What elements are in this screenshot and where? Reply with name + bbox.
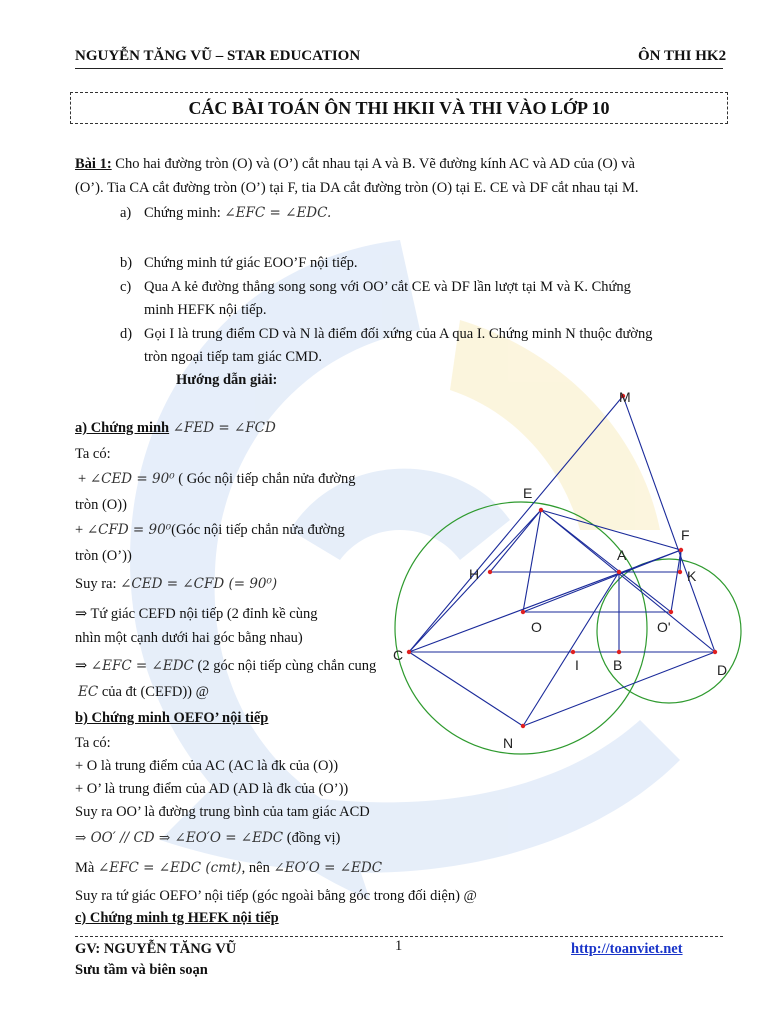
problem-text-1: Cho hai đường tròn (O) và (O’) cắt nhau tại A và B. Vẽ đường kính AC và AD của (O) và — [111, 156, 635, 172]
point-F — [679, 548, 683, 552]
label-D: D — [717, 662, 728, 678]
point-O — [521, 610, 525, 614]
sol-b-5-ma: Mà — [75, 860, 95, 876]
plus-1: + — [78, 471, 87, 487]
guide-heading: Hướng dẫn giải: — [176, 372, 278, 388]
footer-subtitle: Sưu tầm và biên soạn — [75, 962, 208, 978]
taco-2: Ta có: — [75, 735, 111, 751]
geometry-figure — [395, 380, 755, 760]
sol-b-5-math2: ∠EO′O = ∠EDC — [273, 860, 383, 876]
sol-line-2b: tròn (O’)) — [75, 548, 132, 564]
point-K — [678, 570, 682, 574]
sol-line-4-math: ∠EFC = ∠EDC — [90, 658, 194, 674]
part-a-statement: Chứng minh: — [144, 205, 221, 221]
segment-AN — [523, 572, 619, 726]
solution-a-math: ∠FED = ∠FCD — [172, 420, 276, 436]
label-O': O' — [657, 619, 671, 635]
label-E: E — [523, 485, 533, 501]
sol-line-4 — [75, 658, 376, 675]
part-c-text-1: Qua A kẻ đường thẳng song song với OO’ cắt CE và DF lần lượt tại M và K. Chứng — [144, 279, 631, 295]
label-A: A — [617, 547, 627, 563]
part-b-text: Chứng minh tứ giác EOO’F nội tiếp. — [144, 255, 358, 271]
sol-line-2-text: (Góc nội tiếp chắn nửa đường — [171, 522, 345, 538]
sol-b-4-text: (đồng vị) — [283, 830, 341, 846]
sol-b-1: + O là trung điểm của AC (AC là đk của (O)) — [75, 758, 339, 774]
part-a-label: a) — [120, 205, 132, 221]
plus-2: + — [75, 522, 84, 538]
segment-MD — [623, 396, 715, 652]
arc-ec-math: EC — [78, 684, 99, 700]
taco-1: Ta có: — [75, 446, 111, 462]
footer-link[interactable]: http://toanviet.net — [571, 941, 683, 957]
part-b-label: b) — [120, 255, 133, 271]
suyra-1-math: ∠CED = ∠CFD (= 90⁰) — [120, 576, 278, 592]
segment-EF — [541, 510, 681, 550]
sol-line-3 — [75, 606, 317, 623]
sol-b-5-math: ∠EFC = ∠EDC (cmt) — [97, 860, 242, 876]
header-right: ÔN THI HK2 — [638, 48, 727, 64]
sol-line-3-text: Tứ giác CEFD nội tiếp (2 đỉnh kề cùng — [87, 606, 318, 622]
problem-line-2: (O’). Tia CA cắt đường tròn (O’) tại F, tia DA cắt đường tròn (O) tại E. CE và DF cắt nhau tại M. — [75, 180, 639, 196]
sol-b-3: Suy ra OO’ là đường trung bình của tam giác ACD — [75, 804, 370, 820]
page-number: 1 — [395, 938, 403, 954]
part-c-label: c) — [120, 279, 132, 295]
sol-line-1b: tròn (O)) — [75, 497, 127, 513]
label-N: N — [503, 735, 514, 751]
circle-o — [395, 502, 647, 754]
point-N — [521, 724, 525, 728]
label-B: B — [613, 657, 623, 673]
sol-b-5-nen: , nên — [241, 860, 270, 876]
segment-EO — [523, 510, 541, 612]
sol-b-6: Suy ra tứ giác OEFO’ nội tiếp (góc ngoài bằng góc trong đối diện) @ — [75, 888, 477, 904]
part-c-text-2: minh HEFK nội tiếp. — [144, 302, 267, 318]
label-M: M — [619, 389, 631, 405]
point-B — [617, 650, 621, 654]
sol-line-3b: nhìn một cạnh dưới hai góc bằng nhau) — [75, 630, 303, 646]
implies-icon: ⇒ — [75, 606, 88, 622]
problem-label: Bài 1: — [75, 156, 112, 172]
solution-b-heading: b) Chứng minh OEFO’ nội tiếp — [75, 710, 269, 726]
suyra-1 — [75, 576, 277, 593]
sol-line-4b-text: của đt (CEFD)) @ — [98, 684, 209, 700]
label-I: I — [575, 657, 579, 673]
part-d-text-2: tròn ngoại tiếp tam giác CMD. — [144, 349, 322, 365]
label-H: H — [469, 566, 480, 582]
segment-HE — [490, 510, 541, 572]
implies-icon-2: ⇒ — [75, 658, 88, 674]
sol-line-2 — [75, 522, 345, 539]
part-d-text-1: Gọi I là trung điểm CD và N là điểm đối xứng của A qua I. Chứng minh N thuộc đường — [144, 326, 653, 342]
sol-b-2: + O’ là trung điểm của AD (AD là đk của (O’)) — [75, 781, 349, 797]
header-divider — [75, 68, 723, 69]
sol-line-1-text: ( Góc nội tiếp chắn nửa đường — [174, 471, 356, 487]
solution-c-heading: c) Chứng minh tg HEFK nội tiếp — [75, 910, 279, 926]
point-E — [539, 508, 543, 512]
point-O' — [669, 610, 673, 614]
label-K: K — [687, 568, 697, 584]
sol-b-5 — [75, 860, 382, 877]
part-d-label: d) — [120, 326, 133, 342]
part-a-math: ∠EFC = ∠EDC. — [224, 205, 332, 221]
sol-line-4b — [78, 684, 209, 701]
segment-CF — [409, 550, 681, 652]
label-C: C — [393, 647, 404, 663]
sol-line-1-math: ∠CED = 90⁰ — [89, 471, 175, 487]
suyra-1-label: Suy ra: — [75, 576, 117, 592]
sol-line-1 — [78, 471, 355, 488]
footer-divider — [75, 936, 723, 937]
problem-line-1 — [75, 156, 635, 173]
sol-line-4-text: (2 góc nội tiếp cùng chắn cung — [193, 658, 377, 674]
point-A — [617, 570, 621, 574]
label-O: O — [531, 619, 542, 635]
sol-line-2-math: ∠CFD = 90⁰ — [86, 522, 172, 538]
sol-b-4-math: ⇒ OO′ // CD ⇒ ∠EO′O = ∠EDC — [75, 830, 284, 846]
point-H — [488, 570, 492, 574]
solution-a-title: a) Chứng minh — [75, 420, 170, 436]
page-title: CÁC BÀI TOÁN ÔN THI HKII VÀ THI VÀO LỚP 10 — [70, 92, 728, 124]
segment-CN — [409, 652, 523, 726]
point-I — [571, 650, 575, 654]
label-F: F — [681, 527, 690, 543]
solution-a-heading — [75, 420, 276, 437]
footer-teacher: GV: NGUYỄN TĂNG VŨ — [75, 941, 237, 957]
point-D — [713, 650, 717, 654]
point-C — [407, 650, 411, 654]
sol-b-4 — [75, 830, 340, 847]
part-a-text — [144, 205, 331, 222]
header-left: NGUYỄN TĂNG VŨ – STAR EDUCATION — [75, 48, 361, 64]
